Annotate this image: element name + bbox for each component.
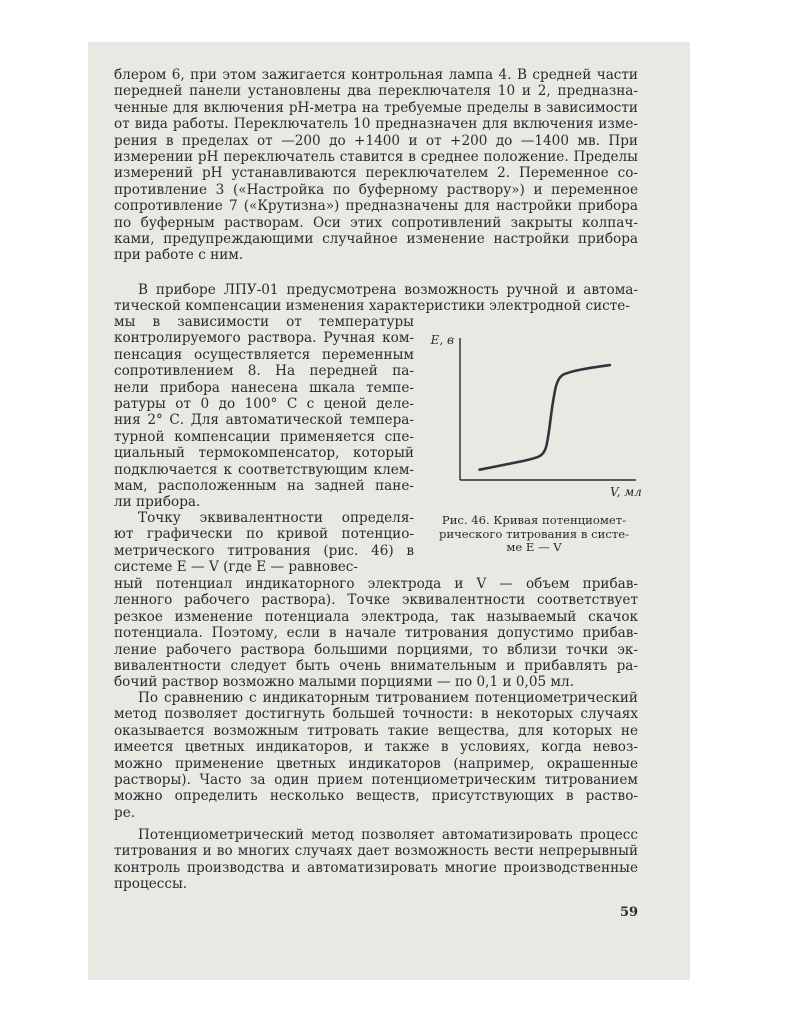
text-line: процессы. [114, 876, 188, 893]
titration-curve [480, 365, 610, 470]
text-line: резкое изменение потенциала электрода, так называемый скачок [114, 608, 638, 625]
text-line: можно определить несколько веществ, присутствующих в раство- [114, 788, 638, 805]
text-line: ченные для включения рН-метра на требуемые пределы в зависимости [114, 99, 638, 116]
text-line: По сравнению с индикаторным титрованием потенциометрический [138, 690, 638, 706]
text-line: мы в зависимости от температуры [114, 314, 414, 330]
text-line: при работе с ним. [114, 247, 244, 264]
text-line: от вида работы. Переключатель 10 предназначен для включения изме- [114, 116, 638, 133]
paragraph-2 [114, 282, 638, 315]
text-line: метрического титрования (рис. 46) в [114, 542, 414, 559]
text-line: ратуры от 0 до 100° С с ценой деле- [114, 396, 414, 413]
text-line: оказывается возможным титровать такие вещества, для которых не [114, 722, 638, 739]
text-line: измерении рН переключатель ставится в среднее положение. Пределы [114, 149, 638, 166]
text-line: тической компенсации изменения характеристики электродной систе- [114, 298, 630, 315]
text-line: потенциала. Поэтому, если в начале титрования допустимо прибав- [114, 625, 638, 642]
text-line: вивалентности следует быть очень внимательным и прибавлять ра- [114, 658, 638, 675]
text-line: сопротивлением 8. На передней па- [114, 363, 414, 380]
text-line: В приборе ЛПУ-01 предусмотрена возможность ручной и автома- [138, 282, 638, 298]
text-line: ют графически по кривой потенцио- [114, 526, 414, 543]
text-line: ный потенциал индикаторного электрода и V — объем прибав- [114, 576, 638, 592]
text-line: контролируемого раствора. Ручная ком- [114, 330, 414, 347]
caption-line: ме E — V [506, 540, 562, 555]
text-line: контроль производства и автоматизировать многие производственные [114, 859, 638, 876]
text-line: ленного рабочего раствора). Точке эквивалентности соответствует [114, 592, 638, 609]
text-line: противление 3 («Настройка по буферному раствору») и переменное [114, 181, 638, 198]
text-line: циальный термокомпенсатор, который [114, 445, 414, 462]
titration-chart [424, 318, 652, 508]
paragraph-3-continued [114, 576, 638, 691]
paragraph-1 [114, 67, 638, 264]
paragraph-3 [114, 510, 414, 576]
text-line: мам, расположенным на задней пане- [114, 478, 414, 495]
text-line: Потенциометрический метод позволяет автоматизировать процесс [138, 827, 638, 843]
text-line: рения в пределах от —200 до +1400 и от +200 до —1400 мв. При [114, 132, 638, 149]
text-line: имеется цветных индикаторов, и также в условиях, когда невоз- [114, 739, 638, 756]
page-number: 59 [620, 905, 639, 920]
text-line: титрования и во многих случаях дает возможность вести непрерывный [114, 843, 638, 860]
text-line: нели прибора нанесена шкала темпе- [114, 379, 414, 396]
text-line: блером 6, при этом зажигается контрольная лампа 4. В средней части [114, 67, 638, 83]
text-line: системе E — V (где E — равновес- [114, 559, 359, 576]
text-line: сопротивление 7 («Крутизна») предназначены для настройки прибора [114, 198, 638, 215]
text-line: можно применение цветных индикаторов (например, окрашенные [114, 755, 638, 772]
text-line: пенсация осуществляется переменным [114, 346, 414, 363]
text-line: подключается к соответствующим клем- [114, 461, 414, 478]
caption-line: рического титрования в систе- [438, 526, 630, 541]
text-line: растворы). Часто за один прием потенциометрическим титрованием [114, 772, 638, 789]
paragraph-4 [114, 690, 638, 821]
figure-caption [432, 514, 636, 555]
text-line: метод позволяет достигнуть большей точности: в некоторых случаях [114, 706, 638, 723]
text-line: передней панели установлены два переключателя 10 и 2, предназна- [114, 83, 638, 100]
text-line: ление рабочего раствора большими порциями, то вблизи точки эк- [114, 641, 638, 658]
text-line: ния 2° С. Для автоматической темпера- [114, 412, 414, 429]
y-axis-label: E, в [430, 333, 454, 347]
text-line: измерений рН устанавливаются переключателем 2. Переменное со- [114, 165, 638, 182]
text-line: Точку эквивалентности определя- [138, 510, 414, 526]
text-line: ками, предупреждающими случайное изменение настройки прибора [114, 231, 638, 248]
text-line: ре. [114, 804, 136, 821]
text-line: бочий раствор возможно малыми порциями — по 0,1 и 0,05 мл. [114, 674, 574, 691]
text-line: ли прибора. [114, 494, 201, 511]
paragraph-5 [114, 827, 638, 893]
caption-line: Рис. 46. Кривая потенциомет- [441, 513, 627, 527]
text-line: турной компенсации применяется спе- [114, 428, 414, 445]
text-line: по буферным растворам. Оси этих сопротивлений закрыты колпач- [114, 214, 638, 231]
x-axis-label: V, мл [610, 485, 642, 499]
paragraph-2-continued [114, 314, 414, 511]
